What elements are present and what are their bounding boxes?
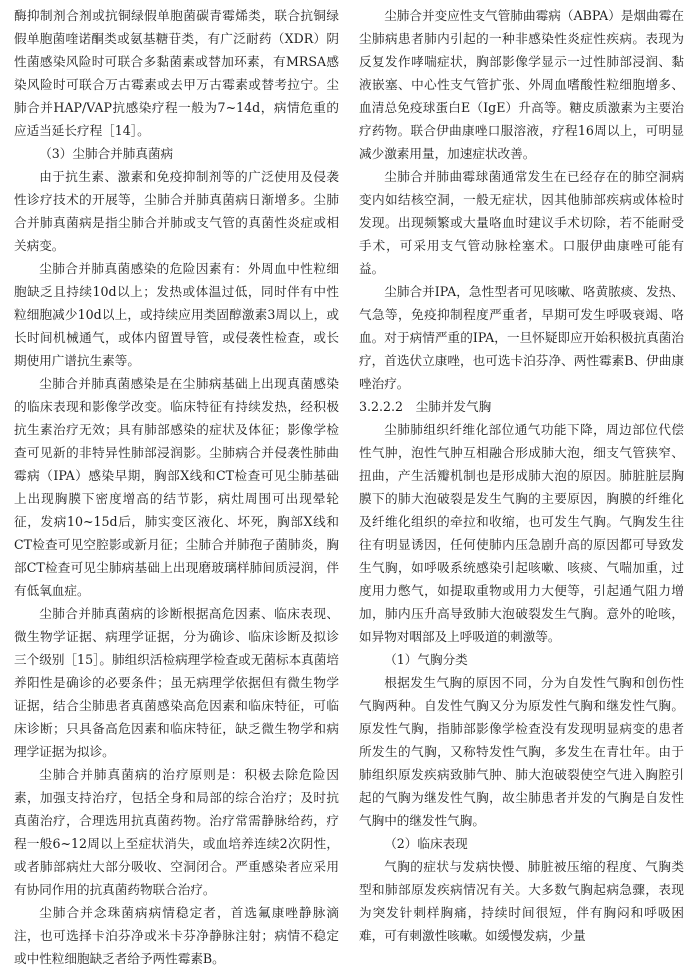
body-paragraph: 根据发生气胸的原因不同，分为自发性气胸和创伤性气胸两种。自发性气胸又分为原发性气胸和继发性气胸。原发性气胸，指肺部影像学检查没有发现明显病变的患者所发生的气胸，又称特发性气胸，多发生在青壮年。由于肺组织原发疾病致肺气肿、肺大泡破裂使空气进入胸腔引起的气胸为继发性气胸，故尘肺患者并发的气胸是自发性气胸中的继发性气胸。	[359, 675, 684, 828]
body-paragraph: 尘肺合并肺真菌感染是在尘肺病基础上出现真菌感染的临床表现和影像学改变。临床特征有持续发热，经积极抗生素治疗无效；具有肺部感染的症状及体征；影像学检查可见新的非特异性肺部浸润影。尘肺病合并侵袭性肺曲霉病（IPA）感染早期，胸部X线和CT检查可见尘肺基础上出现胸膜下密度增高的结节影，病灶周围可出现晕轮征，发病10~15d后，肺实变区液化、坏死，胸部X线和CT检查可见空腔影或新月征；尘肺合并肺孢子菌肺炎，胸部CT检查可见尘肺病基础上出现磨玻璃样肺间质浸润，伴有低氧血症。	[14, 376, 339, 598]
body-paragraph: 尘肺肺组织纤维化部位通气功能下降，周边部位代偿性气肿，泡性气肿互相融合形成肺大泡，细支气管狭窄、扭曲，产生活瓣机制也是形成肺大泡的原因。肺脏脏层胸膜下的肺大泡破裂是发生气胸的主要原因，胸膜的纤维化及纤维化组织的牵拉和收缩，也可发生气胸。气胸发生往往有明显诱因，任何使肺内压急剧升高的原因都可导致发生气胸，如呼吸系统感染引起咳嗽、咳痰、气喘加重，过度用力憋气，如提取重物或用力大便等，引起通气阻力增加，肺内压升高导致肺大泡破裂发生气胸。意外的呛咳，如异物对咽部及上呼吸道的刺激等。	[359, 422, 684, 644]
right-column	[359, 4, 684, 943]
body-paragraph: 尘肺合并念珠菌病病情稳定者，首选氟康唑静脉滴注，也可选择卡泊芬净或米卡芬净静脉注射；病情不稳定或中性粒细胞缺乏者给予两性霉素B。	[14, 905, 339, 966]
body-paragraph: 尘肺合并肺曲霉球菌通常发生在已经存在的肺空洞病变内如结核空洞，一般无症状，因其他肺部疾病或体检时发现。出现频繁或大量咯血时建议手术切除，若不能耐受手术，可采用支气管动脉栓塞术。口服伊曲康唑可能有益。	[359, 169, 684, 276]
body-paragraph: 气胸的症状与发病快慢、肺脏被压缩的程度、气胸类型和肺部原发疾病情况有关。大多数气胸起病急骤，表现为突发针刺样胸痛，持续时间很短，伴有胸闷和呼吸困难，可有刺激性咳嗽。如缓慢发病，少量	[359, 859, 684, 943]
section-heading: 3.2.2.2 尘肺并发气胸	[359, 399, 492, 414]
left-column	[14, 4, 339, 966]
body-paragraph: 由于抗生素、激素和免疫抑制剂等的广泛使用及侵袭性诊疗技术的开展等，尘肺合并肺真菌病日渐增多。尘肺合并肺真菌病是指尘肺合并肺或支气管的真菌性炎症或相关病变。	[14, 169, 339, 253]
subsection-heading: （2）临床表现	[384, 836, 468, 851]
body-paragraph: 尘肺合并变应性支气管肺曲霉病（ABPA）是烟曲霉在尘肺病患者肺内引起的一种非感染性炎症性疾病。表现为反复发作哮喘症状，胸部影像学显示一过性肺部浸润、黏液嵌塞、中心性支气管扩张、外周血嗜酸性粒细胞增多、血清总免疫球蛋白E（IgE）升高等。糖皮质激素为主要治疗药物。联合伊曲康唑口服溶液，疗程16周以上，可明显减少激素用量，加速症状改善。	[359, 8, 684, 161]
body-paragraph: 酶抑制剂合剂或抗铜绿假单胞菌碳青霉烯类，联合抗铜绿假单胞菌喹诺酮类或氨基糖苷类，有广泛耐药（XDR）阴性菌感染风险时可联合多黏菌素或替加环素，有MRSA感染风险时可联合万古霉素或去甲万古霉素或替考拉宁。尘肺合并HAP/VAP抗感染疗程一般为7~14d，病情危重的应适当延长疗程［14］。	[14, 8, 339, 138]
body-paragraph: 尘肺合并肺真菌病的治疗原则是：积极去除危险因素，加强支持治疗，包括全身和局部的综合治疗；及时抗真菌治疗，合理选用抗真菌药物。治疗常需静脉给药，疗程一般6~12周以上至症状消失，或血培养连续2次阴性，或者肺部病灶大部分吸收、空洞闭合。严重感染者应采用有协同作用的抗真菌药物联合治疗。	[14, 767, 339, 897]
body-paragraph: 尘肺合并IPA，急性型者可见咳嗽、咯黄脓痰、发热、气急等，免疫抑制程度严重者，早期可发生呼吸衰竭、咯血。对于病情严重的IPA，一旦怀疑即应开始积极抗真菌治疗，首选伏立康唑，也可选卡泊芬净、两性霉素B、伊曲康唑治疗。	[359, 284, 684, 391]
body-paragraph: 尘肺合并肺真菌感染的危险因素有：外周血中性粒细胞缺乏且持续10d以上；发热或体温过低，同时伴有中性粒细胞减少10d以上，或持续应用类固醇激素3周以上，或长时间机械通气，或体内留置导管，或侵袭性检查，或长期使用广谱抗生素等。	[14, 261, 339, 368]
body-paragraph: 尘肺合并肺真菌病的诊断根据高危因素、临床表现、微生物学证据、病理学证据，分为确诊、临床诊断及拟诊三个级别［15］。肺组织活检病理学检查或无菌标本真菌培养阳性是确诊的必要条件；虽无病理学依据但有微生物学证据，结合尘肺患者真菌感染高危因素和临床特征，可临床诊断；只具备高危因素和临床特征，缺乏微生物学和病理学证据为拟诊。	[14, 606, 339, 759]
subsection-heading: （1）气胸分类	[384, 652, 468, 667]
subsection-heading: （3）尘肺合并肺真菌病	[39, 146, 174, 161]
